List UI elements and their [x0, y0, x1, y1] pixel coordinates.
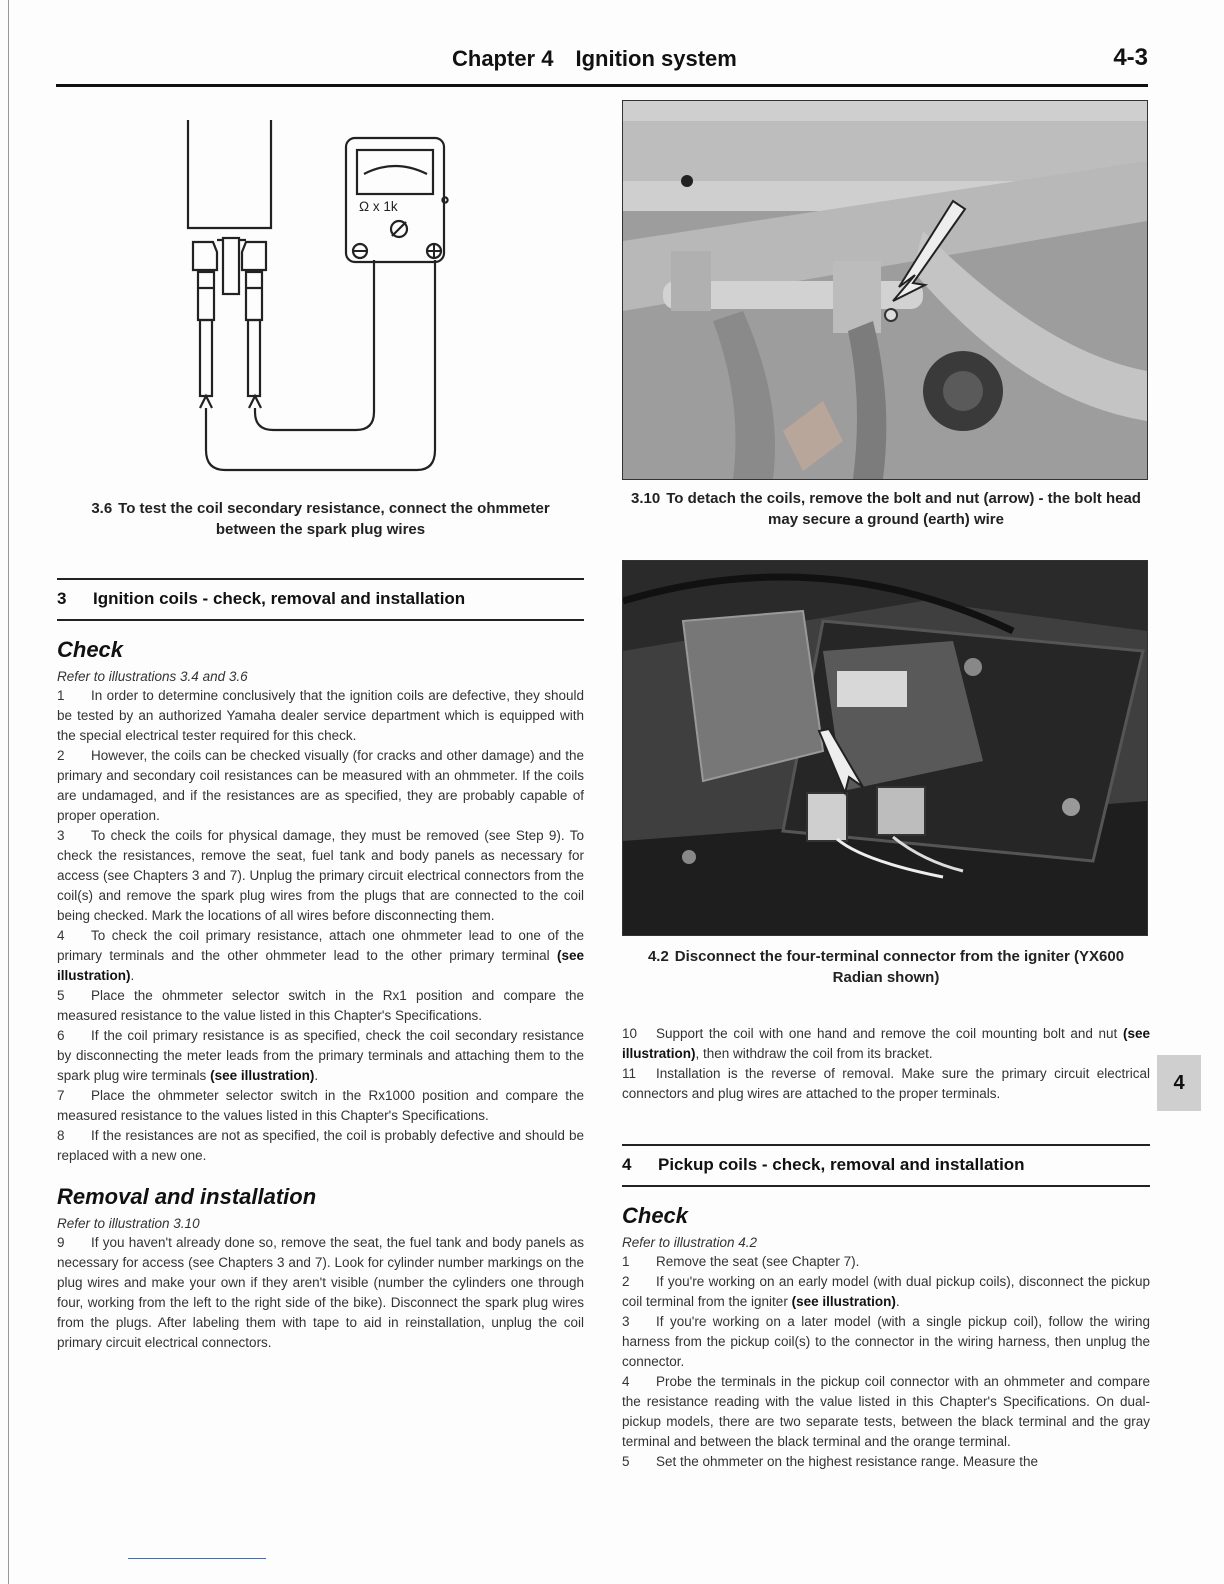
step-text: Set the ohmmeter on the highest resistance range. Measure the [656, 1454, 1038, 1469]
step-text-end: . [314, 1068, 319, 1083]
igniter-photo [623, 561, 1147, 935]
ohmmeter-diagram [57, 100, 584, 480]
section-3-heading [57, 578, 584, 621]
step-number: 8 [57, 1128, 65, 1143]
meter-scale-label: Ω x 1k [359, 199, 398, 214]
step-text: If the coil primary resistance is as specified, check the coil secondary resistance by disconnecting the meter leads from the primary terminals and attaching them to the spark plug wire terminals [57, 1028, 584, 1083]
bottom-link-underline [128, 1558, 266, 1559]
figure-number: 4.2 [647, 948, 669, 965]
figure-4-2-caption [630, 946, 1142, 988]
chapter-thumb-tab: 4 [1157, 1055, 1201, 1111]
step-text: To check the coils for physical damage, they must be removed (see Step 9). To check the resistances, remove the seat, fuel tank and body panels as necessary for access (see Chapters 3 and 7). Unplug the primary circuit electrical connectors from the coil(s) and remove the spark plug wires from the plugs that are connected to the coil being checked. Mark the locations of all wires before disconnecting them. [57, 828, 584, 923]
step-number: 11 [622, 1066, 637, 1081]
step-number: 5 [57, 988, 65, 1003]
step-number: 10 [622, 1026, 638, 1041]
right-column [622, 100, 1150, 1472]
step-text: However, the coils can be checked visually (for cracks and other damage) and the primary and secondary coil resistances can be measured with an ohmmeter. If the coils are undamaged, and if the resistances are as specified, they are probably capable of proper operation. [57, 748, 584, 823]
page-header [56, 44, 1148, 87]
step-paragraph [622, 1024, 1150, 1064]
step-text-end: . [130, 968, 135, 983]
caption-text: Disconnect the four-terminal connector from the igniter (YX600 Radian shown) [674, 948, 1125, 986]
step-number: 3 [622, 1314, 630, 1329]
step-paragraph [57, 926, 584, 986]
step-text: If you're working on a later model (with a single pickup coil), follow the wiring harness from the pickup coil(s) to the connector in the wiring harness, then unplug the connector. [622, 1314, 1150, 1369]
page-number: 4-3 [1113, 44, 1148, 71]
step-number: 3 [57, 828, 65, 843]
coil-mount-photo [623, 101, 1147, 479]
step-paragraph [57, 986, 584, 1026]
step-number: 2 [57, 748, 65, 763]
step-paragraph [622, 1452, 1150, 1472]
illustration-reference: (see illustration) [791, 1294, 896, 1309]
check-heading: Check [57, 637, 124, 662]
step-paragraph [57, 1233, 584, 1353]
step-number: 7 [57, 1088, 65, 1103]
chapter-label: Chapter 4 [452, 46, 554, 71]
step-text: If you're working on an early model (with dual pickup coils), disconnect the pickup coil terminal from the igniter [622, 1274, 1150, 1309]
illustration-reference: (see illustration) [57, 948, 584, 983]
step-paragraph [622, 1064, 1150, 1104]
step-paragraph [57, 1126, 584, 1166]
step-text: Installation is the reverse of removal. Make sure the primary circuit electrical connectors and plug wires are attached to the proper terminals. [622, 1066, 1150, 1101]
step-text: Probe the terminals in the pickup coil connector with an ohmmeter and compare the resistance reading with the value listed in this Chapter's Specifications. On dual-pickup models, there are two separate tests, between the black terminal and the gray terminal and between the black terminal and the orange terminal. [622, 1374, 1150, 1449]
figure-3-6-caption [85, 498, 556, 540]
step-number: 5 [622, 1454, 630, 1469]
section-number: 3 [57, 589, 67, 608]
step-text: Place the ohmmeter selector switch in the Rx1000 position and compare the measured resistance to the values listed in this Chapter's Specifications. [57, 1088, 584, 1123]
check-heading-section-4: Check [622, 1203, 689, 1228]
step-paragraph [57, 746, 584, 826]
step-paragraph [57, 826, 584, 926]
section-title: Ignition coils - check, removal and installation [93, 589, 466, 608]
step-paragraph [57, 1026, 584, 1086]
step-text: To check the coil primary resistance, attach one ohmmeter lead to one of the primary terminals and the other ohmmeter lead to the other primary terminal [57, 928, 584, 963]
step-text-end: . [895, 1294, 900, 1309]
figure-4-2-photo [622, 560, 1148, 936]
figure-number: 3.10 [631, 490, 661, 507]
illustration-reference: (see illustration) [622, 1026, 1150, 1061]
step-number: 2 [622, 1274, 630, 1289]
left-column [57, 100, 584, 1353]
step-text: If you haven't already done so, remove the seat, the fuel tank and body panels as necessary for access (see Chapters 3 and 7). Look for cylinder number markings on the plug wires and make your own if they aren't visible (number the cylinders one through four, working from the left to the right side of the bike). Disconnect the spark plug wires from the plugs. After labeling them with tape to aid in reinstallation, unplug the coil primary circuit electrical connectors. [57, 1235, 584, 1350]
figure-3-10-caption [630, 488, 1142, 530]
step-paragraph [622, 1252, 1150, 1272]
figure-3-10-photo [622, 100, 1148, 480]
section-title: Pickup coils - check, removal and installation [658, 1155, 1025, 1174]
check-refer-note-section-4: Refer to illustration 4.2 [622, 1235, 758, 1250]
step-paragraph [57, 1086, 584, 1126]
step-number: 1 [622, 1254, 630, 1269]
step-paragraph [622, 1312, 1150, 1372]
caption-text: To test the coil secondary resistance, connect the ohmmeter between the spark plug wires [118, 500, 550, 538]
step-text: Place the ohmmeter selector switch in the Rx1 position and compare the measured resistance to the value listed in this Chapter's Specifications. [57, 988, 584, 1023]
section-number: 4 [622, 1155, 632, 1174]
step-text: In order to determine conclusively that the ignition coils are defective, they should be tested by an authorized Yamaha dealer service department which is equipped with the special electrical tester required for this check. [57, 688, 584, 743]
step-number: 9 [57, 1235, 65, 1250]
step-paragraph [622, 1272, 1150, 1312]
step-text: Remove the seat (see Chapter 7). [656, 1254, 860, 1269]
step-number: 1 [57, 688, 65, 703]
chapter-title: Ignition system [575, 46, 737, 71]
running-title [452, 46, 737, 72]
section-4-heading [622, 1144, 1150, 1187]
page-edge-rule [8, 0, 9, 1584]
figure-3-6 [57, 100, 584, 420]
step-number: 4 [622, 1374, 630, 1389]
step-paragraph [622, 1372, 1150, 1452]
removal-heading: Removal and installation [57, 1184, 317, 1209]
check-refer-note: Refer to illustrations 3.4 and 3.6 [57, 669, 248, 684]
step-number: 4 [57, 928, 65, 943]
step-text: If the resistances are not as specified, the coil is probably defective and should be replaced with a new one. [57, 1128, 584, 1163]
removal-refer-note: Refer to illustration 3.10 [57, 1216, 200, 1231]
step-number: 6 [57, 1028, 65, 1043]
caption-text: To detach the coils, remove the bolt and nut (arrow) - the bolt head may secure a ground (earth) wire [666, 490, 1141, 528]
figure-number: 3.6 [91, 500, 113, 517]
step-paragraph [57, 686, 584, 746]
illustration-reference: (see illustration) [210, 1068, 315, 1083]
step-text: Support the coil with one hand and remove the coil mounting bolt and nut [656, 1026, 1118, 1041]
step-text-end: , then withdraw the coil from its bracket. [695, 1046, 933, 1061]
